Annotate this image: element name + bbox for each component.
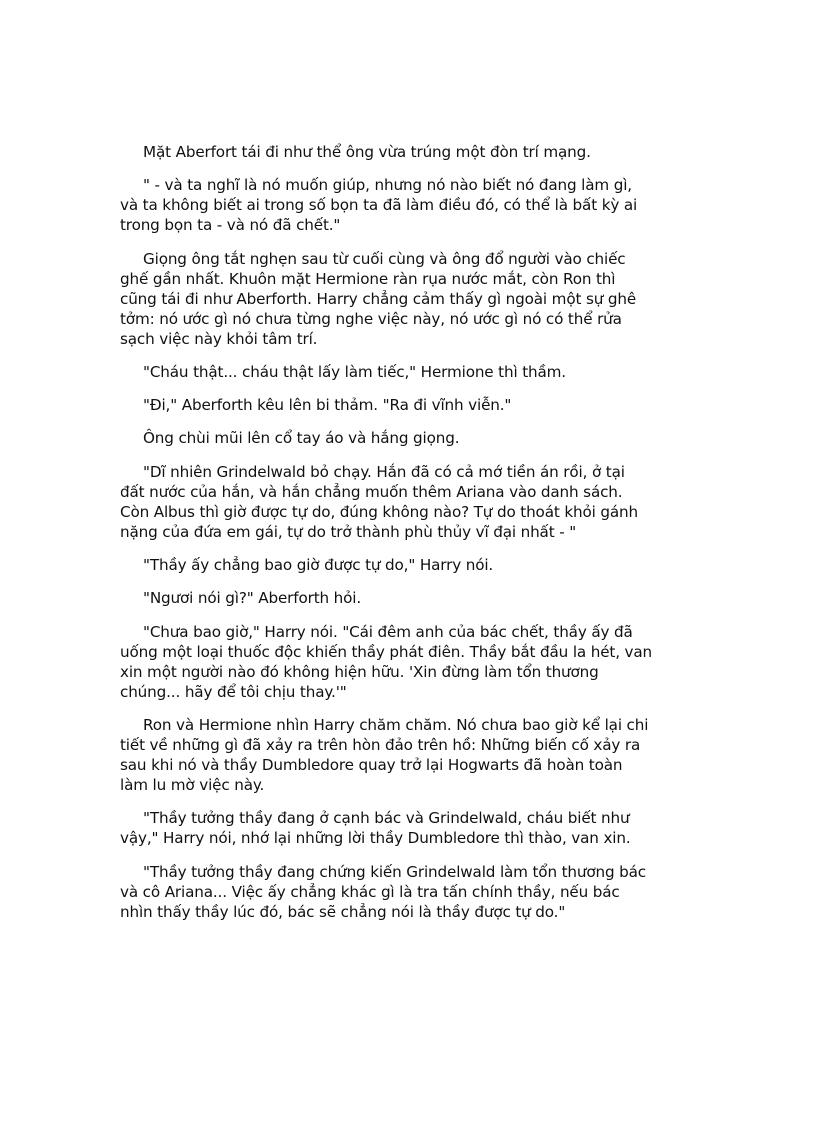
paragraph-10 — [120, 622, 720, 702]
text-line: sạch việc này khỏi tâm trí. — [120, 329, 318, 348]
paragraph-8 — [120, 555, 720, 575]
text-line: chúng... hãy để tôi chịu thay.'" — [120, 682, 347, 701]
paragraph-6 — [120, 428, 720, 448]
text-line: "Ngươi nói gì?" Aberforth hỏi. — [143, 589, 362, 608]
text-line: tởm: nó ước gì nó chưa từng nghe việc này, nó ước gì nó có thể rửa — [120, 309, 622, 328]
paragraph-9 — [120, 588, 720, 608]
text-line: "Chưa bao giờ," Harry nói. "Cái đêm anh của bác chết, thầy ấy đã — [143, 622, 633, 641]
paragraph-11 — [120, 715, 720, 795]
paragraph-7 — [120, 462, 720, 542]
paragraph-3 — [120, 249, 720, 349]
text-line: Mặt Aberfort tái đi như thể ông vừa trúng một đòn trí mạng. — [143, 143, 591, 161]
text-line: Giọng ông tắt nghẹn sau từ cuối cùng và ông đổ người vào chiếc — [143, 249, 626, 268]
text-line: đất nước của hắn, và hắn chẳng muốn thêm Ariana vào danh sách. — [120, 482, 623, 501]
document-page — [120, 142, 720, 935]
paragraph-4 — [120, 362, 720, 382]
text-line: cũng tái đi như Aberforth. Harry chẳng cảm thấy gì ngoài một sự ghê — [120, 289, 637, 308]
text-line: uống một loại thuốc độc khiến thầy phát điên. Thầy bắt đầu la hét, van — [120, 642, 653, 661]
text-line: "Thầy tưởng thầy đang ở cạnh bác và Grindelwald, cháu biết như — [143, 809, 630, 828]
text-line: nhìn thấy thầy lúc đó, bác sẽ chẳng nói là thầy được tự do." — [120, 902, 566, 921]
text-line: "Thầy tưởng thầy đang chứng kiến Grindelwald làm tổn thương bác — [143, 862, 646, 881]
text-line: "Đi," Aberforth kêu lên bi thảm. "Ra đi vĩnh viễn." — [143, 396, 512, 415]
text-line: nặng của đứa em gái, tự do trở thành phù thủy vĩ đại nhất - " — [120, 522, 577, 541]
text-line: trong bọn ta - và nó đã chết." — [120, 216, 341, 235]
text-line: Còn Albus thì giờ được tự do, đúng không nào? Tự do thoát khỏi gánh — [120, 502, 638, 521]
text-line: "Cháu thật... cháu thật lấy làm tiếc," Hermione thì thầm. — [143, 362, 566, 381]
paragraph-13 — [120, 862, 720, 922]
text-line: tiết về những gì đã xảy ra trên hòn đảo trên hồ: Những biến cố xảy ra — [120, 735, 641, 754]
text-line: "Dĩ nhiên Grindelwald bỏ chạy. Hắn đã có cả mớ tiền án rồi, ở tại — [143, 462, 625, 481]
text-line: vậy," Harry nói, nhớ lại những lời thầy Dumbledore thì thào, van xin. — [120, 829, 631, 848]
paragraph-12 — [120, 808, 720, 848]
text-line: xin một người nào đó không hiện hữu. 'Xin đừng làm tổn thương — [120, 662, 599, 681]
text-line: và cô Ariana... Việc ấy chẳng khác gì là tra tấn chính thầy, nếu bác — [120, 882, 620, 901]
text-line: Ông chùi mũi lên cổ tay áo và hắng giọng. — [143, 429, 460, 448]
text-line: sau khi nó và thầy Dumbledore quay trở lại Hogwarts đã hoàn toàn — [120, 755, 623, 774]
paragraph-2 — [120, 175, 720, 235]
text-line: làm lu mờ việc này. — [120, 775, 265, 794]
text-line: "Thầy ấy chẳng bao giờ được tự do," Harry nói. — [143, 556, 494, 575]
text-line: ghế gần nhất. Khuôn mặt Hermione ràn rụa nước mắt, còn Ron thì — [120, 269, 616, 288]
paragraph-5 — [120, 395, 720, 415]
text-line: " - và ta nghĩ là nó muốn giúp, nhưng nó nào biết nó đang làm gì, — [143, 176, 632, 195]
text-line: Ron và Hermione nhìn Harry chăm chăm. Nó chưa bao giờ kể lại chi — [143, 715, 649, 734]
paragraph-1 — [120, 142, 720, 162]
text-line: và ta không biết ai trong số bọn ta đã làm điều đó, có thể là bất kỳ ai — [120, 196, 638, 215]
